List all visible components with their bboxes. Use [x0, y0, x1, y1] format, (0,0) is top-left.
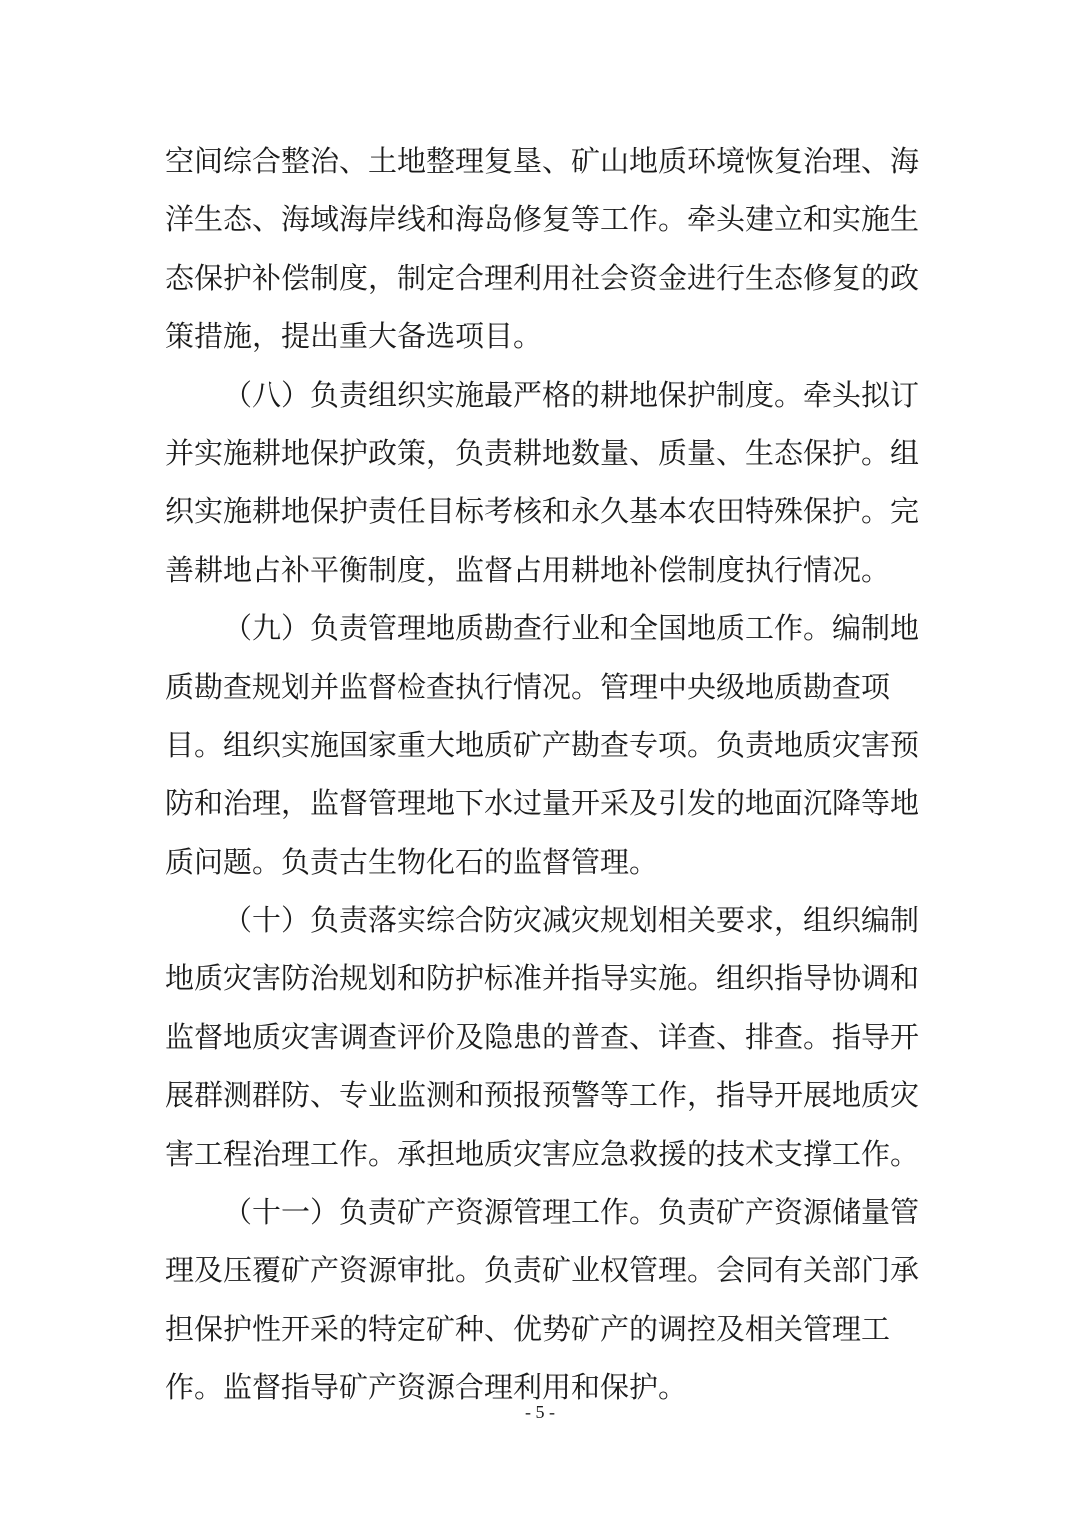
text-line: 防和治理，监督管理地下水过量开采及引发的地面沉降等地 [165, 786, 920, 821]
text-line: 策措施，提出重大备选项目。 [165, 319, 543, 354]
text-line: 害工程治理工作。承担地质灾害应急救援的技术支撑工作。 [165, 1136, 920, 1171]
text-line: 质问题。负责古生物化石的监督管理。 [165, 844, 659, 879]
text-line: 担保护性开采的特定矿种、优势矿产的调控及相关管理工 [165, 1311, 891, 1346]
text-line: 空间综合整治、土地整理复垦、矿山地质环境恢复治理、海 [165, 144, 920, 178]
text-line: 态保护补偿制度，制定合理利用社会资金进行生态修复的政 [165, 260, 920, 295]
text-line: 作。监督指导矿产资源合理利用和保护。 [165, 1370, 688, 1405]
text-line: 并实施耕地保护政策，负责耕地数量、质量、生态保护。组 [165, 435, 920, 470]
text-line: 洋生态、海域海岸线和海岛修复等工作。牵头建立和实施生 [165, 202, 920, 237]
text-line: 展群测群防、专业监测和预报预警等工作，指导开展地质灾 [165, 1078, 920, 1113]
paragraph-start-line: （九）负责管理地质勘查行业和全国地质工作。编制地 [223, 611, 920, 646]
page-number: - 5 - [525, 1402, 555, 1422]
text-line: 善耕地占补平衡制度，监督占用耕地补偿制度执行情况。 [165, 552, 891, 587]
text-line: 质勘查规划并监督检查执行情况。管理中央级地质勘查项 [165, 669, 891, 704]
paragraph-start-line: （八）负责组织实施最严格的耕地保护制度。牵头拟订 [223, 377, 920, 412]
text-line: 地质灾害防治规划和防护标准并指导实施。组织指导协调和 [165, 961, 920, 996]
text-line: 目。组织实施国家重大地质矿产勘查专项。负责地质灾害预 [165, 727, 920, 762]
body-text [165, 132, 925, 1417]
text-line: 理及压覆矿产资源审批。负责矿业权管理。会同有关部门承 [165, 1253, 920, 1288]
text-line: 织实施耕地保护责任目标考核和永久基本农田特殊保护。完 [165, 494, 920, 529]
paragraph-start-line: （十）负责落实综合防灾减灾规划相关要求，组织编制 [223, 903, 920, 938]
paragraph-start-line: （十一）负责矿产资源管理工作。负责矿产资源储量管 [223, 1195, 920, 1230]
text-line: 监督地质灾害调查评价及隐患的普查、详查、排查。指导开 [165, 1019, 920, 1054]
